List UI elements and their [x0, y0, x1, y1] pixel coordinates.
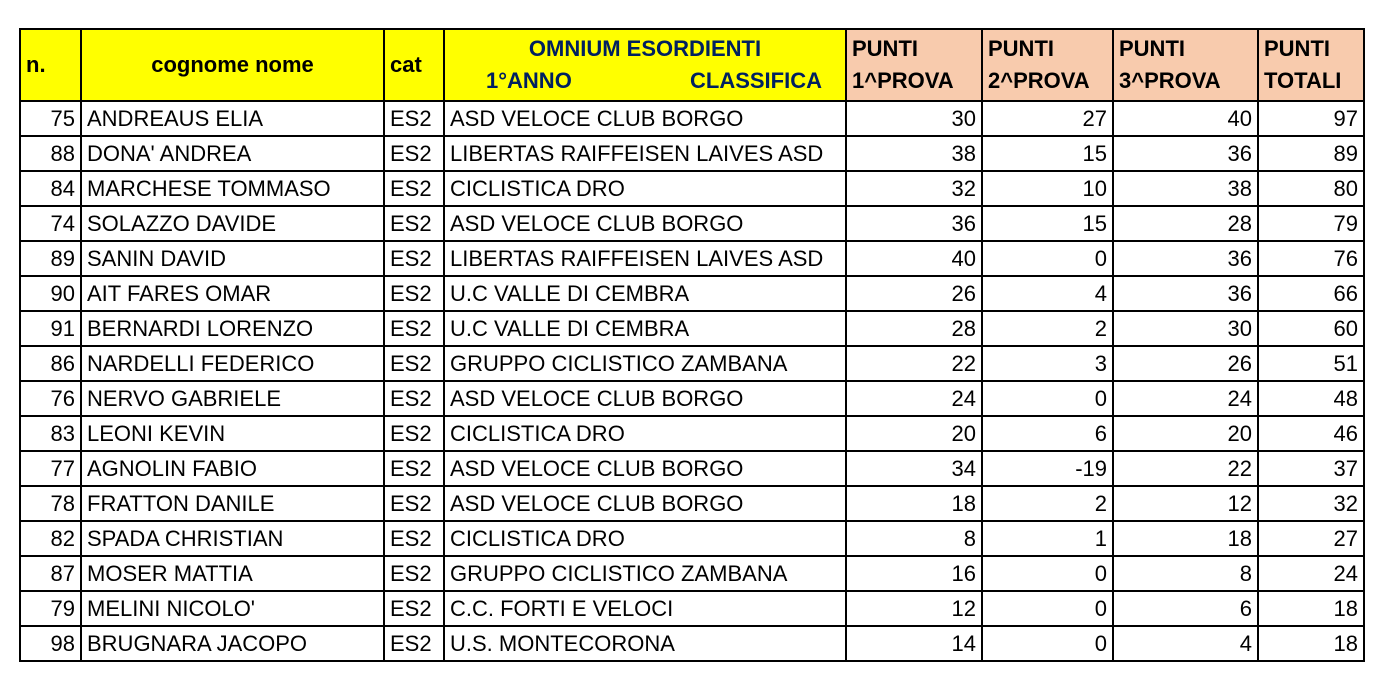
cell-points-total: 97: [1258, 101, 1364, 136]
cell-number: 86: [20, 346, 81, 381]
header-title-line1: OMNIUM ESORDIENTI: [528, 36, 762, 61]
cell-points-total: 18: [1258, 626, 1364, 661]
cell-number: 76: [20, 381, 81, 416]
cell-points-2: 0: [982, 626, 1113, 661]
cell-points-total: 48: [1258, 381, 1364, 416]
cell-points-1: 16: [846, 556, 982, 591]
cell-points-1: 36: [846, 206, 982, 241]
header-title: [444, 29, 846, 101]
cell-points-3: 36: [1113, 136, 1258, 171]
cell-points-total: 24: [1258, 556, 1364, 591]
cell-number: 78: [20, 486, 81, 521]
cell-number: 90: [20, 276, 81, 311]
cell-name: NARDELLI FEDERICO: [81, 346, 384, 381]
cell-name: MOSER MATTIA: [81, 556, 384, 591]
cell-points-2: 27: [982, 101, 1113, 136]
cell-number: 83: [20, 416, 81, 451]
cell-category: ES2: [384, 136, 444, 171]
cell-name: LEONI KEVIN: [81, 416, 384, 451]
header-points-total: [1258, 29, 1364, 101]
cell-category: ES2: [384, 311, 444, 346]
table-row: [20, 101, 1364, 136]
cell-points-1: 26: [846, 276, 982, 311]
cell-points-2: -19: [982, 451, 1113, 486]
cell-name: DONA' ANDREA: [81, 136, 384, 171]
cell-points-2: 1: [982, 521, 1113, 556]
cell-name: SANIN DAVID: [81, 241, 384, 276]
cell-number: 79: [20, 591, 81, 626]
cell-number: 91: [20, 311, 81, 346]
table-row: [20, 171, 1364, 206]
cell-points-3: 18: [1113, 521, 1258, 556]
cell-points-2: 10: [982, 171, 1113, 206]
cell-points-3: 6: [1113, 591, 1258, 626]
table-row: [20, 486, 1364, 521]
cell-team: GRUPPO CICLISTICO ZAMBANA: [444, 556, 846, 591]
header-points-1-line2: 1^PROVA: [852, 68, 954, 93]
table-row: [20, 136, 1364, 171]
cell-name: AGNOLIN FABIO: [81, 451, 384, 486]
cell-team: LIBERTAS RAIFFEISEN LAIVES ASD: [444, 241, 846, 276]
table-row: [20, 591, 1364, 626]
cell-number: 88: [20, 136, 81, 171]
cell-name: BERNARDI LORENZO: [81, 311, 384, 346]
table-row: [20, 416, 1364, 451]
cell-name: NERVO GABRIELE: [81, 381, 384, 416]
header-n: n.: [20, 29, 81, 101]
cell-points-2: 15: [982, 206, 1113, 241]
cell-number: 74: [20, 206, 81, 241]
cell-points-1: 30: [846, 101, 982, 136]
cell-name: FRATTON DANILE: [81, 486, 384, 521]
cell-points-2: 4: [982, 276, 1113, 311]
cell-points-2: 0: [982, 556, 1113, 591]
header-points-2-line1: PUNTI: [988, 36, 1054, 61]
cell-points-2: 15: [982, 136, 1113, 171]
cell-team: ASD VELOCE CLUB BORGO: [444, 486, 846, 521]
cell-points-total: 60: [1258, 311, 1364, 346]
cell-category: ES2: [384, 416, 444, 451]
cell-points-3: 38: [1113, 171, 1258, 206]
header-points-3: [1113, 29, 1258, 101]
header-points-1: [846, 29, 982, 101]
table-row: [20, 276, 1364, 311]
cell-points-3: 20: [1113, 416, 1258, 451]
cell-team: ASD VELOCE CLUB BORGO: [444, 206, 846, 241]
cell-points-1: 12: [846, 591, 982, 626]
cell-points-3: 8: [1113, 556, 1258, 591]
cell-points-total: 46: [1258, 416, 1364, 451]
cell-points-1: 28: [846, 311, 982, 346]
cell-number: 75: [20, 101, 81, 136]
cell-points-1: 22: [846, 346, 982, 381]
cell-team: GRUPPO CICLISTICO ZAMBANA: [444, 346, 846, 381]
header-name: cognome nome: [81, 29, 384, 101]
cell-team: C.C. FORTI E VELOCI: [444, 591, 846, 626]
cell-points-3: 4: [1113, 626, 1258, 661]
cell-points-3: 12: [1113, 486, 1258, 521]
cell-points-3: 36: [1113, 276, 1258, 311]
cell-category: ES2: [384, 626, 444, 661]
cell-points-2: 0: [982, 381, 1113, 416]
cell-team: ASD VELOCE CLUB BORGO: [444, 381, 846, 416]
cell-points-1: 40: [846, 241, 982, 276]
cell-category: ES2: [384, 521, 444, 556]
cell-points-total: 37: [1258, 451, 1364, 486]
cell-number: 98: [20, 626, 81, 661]
table-row: [20, 241, 1364, 276]
cell-points-3: 24: [1113, 381, 1258, 416]
cell-team: ASD VELOCE CLUB BORGO: [444, 451, 846, 486]
cell-name: BRUGNARA JACOPO: [81, 626, 384, 661]
cell-number: 84: [20, 171, 81, 206]
table-row: [20, 346, 1364, 381]
table-row: [20, 311, 1364, 346]
cell-points-1: 18: [846, 486, 982, 521]
cell-points-total: 32: [1258, 486, 1364, 521]
table-row: [20, 381, 1364, 416]
cell-category: ES2: [384, 451, 444, 486]
cell-team: U.C VALLE DI CEMBRA: [444, 276, 846, 311]
cell-points-2: 0: [982, 591, 1113, 626]
table-row: [20, 521, 1364, 556]
header-title-ranking: CLASSIFICA: [690, 68, 822, 93]
cell-name: ANDREAUS ELIA: [81, 101, 384, 136]
cell-points-3: 28: [1113, 206, 1258, 241]
header-points-total-line2: TOTALI: [1264, 68, 1342, 93]
cell-points-2: 2: [982, 486, 1113, 521]
cell-category: ES2: [384, 486, 444, 521]
cell-team: ASD VELOCE CLUB BORGO: [444, 101, 846, 136]
cell-points-3: 26: [1113, 346, 1258, 381]
cell-points-1: 20: [846, 416, 982, 451]
table-row: [20, 556, 1364, 591]
cell-points-3: 22: [1113, 451, 1258, 486]
cell-points-2: 3: [982, 346, 1113, 381]
cell-points-1: 8: [846, 521, 982, 556]
cell-team: LIBERTAS RAIFFEISEN LAIVES ASD: [444, 136, 846, 171]
cell-points-total: 51: [1258, 346, 1364, 381]
cell-points-2: 0: [982, 241, 1113, 276]
cell-category: ES2: [384, 381, 444, 416]
cell-category: ES2: [384, 556, 444, 591]
table-row: [20, 206, 1364, 241]
cell-points-total: 18: [1258, 591, 1364, 626]
header-cat: cat: [384, 29, 444, 101]
header-points-3-line2: 3^PROVA: [1119, 68, 1221, 93]
cell-number: 87: [20, 556, 81, 591]
cell-points-2: 6: [982, 416, 1113, 451]
table-row: [20, 451, 1364, 486]
results-body: [20, 101, 1364, 661]
cell-points-3: 36: [1113, 241, 1258, 276]
cell-category: ES2: [384, 591, 444, 626]
cell-number: 89: [20, 241, 81, 276]
cell-points-3: 30: [1113, 311, 1258, 346]
cell-category: ES2: [384, 346, 444, 381]
header-title-year: 1°ANNO: [486, 68, 572, 93]
cell-team: CICLISTICA DRO: [444, 521, 846, 556]
header-points-2-line2: 2^PROVA: [988, 68, 1090, 93]
header-points-2: [982, 29, 1113, 101]
cell-name: SOLAZZO DAVIDE: [81, 206, 384, 241]
cell-name: MARCHESE TOMMASO: [81, 171, 384, 206]
cell-points-total: 80: [1258, 171, 1364, 206]
cell-points-1: 14: [846, 626, 982, 661]
cell-team: CICLISTICA DRO: [444, 416, 846, 451]
header-title-line2: [450, 65, 840, 97]
cell-category: ES2: [384, 171, 444, 206]
cell-points-3: 40: [1113, 101, 1258, 136]
cell-points-total: 89: [1258, 136, 1364, 171]
cell-points-total: 79: [1258, 206, 1364, 241]
cell-category: ES2: [384, 241, 444, 276]
cell-name: SPADA CHRISTIAN: [81, 521, 384, 556]
cell-team: U.C VALLE DI CEMBRA: [444, 311, 846, 346]
header-points-1-line1: PUNTI: [852, 36, 918, 61]
cell-points-1: 34: [846, 451, 982, 486]
cell-points-total: 76: [1258, 241, 1364, 276]
cell-points-1: 38: [846, 136, 982, 171]
cell-category: ES2: [384, 276, 444, 311]
cell-team: U.S. MONTECORONA: [444, 626, 846, 661]
header-row: [20, 29, 1364, 101]
header-points-3-line1: PUNTI: [1119, 36, 1185, 61]
cell-number: 77: [20, 451, 81, 486]
cell-points-total: 27: [1258, 521, 1364, 556]
table-row: [20, 626, 1364, 661]
cell-team: CICLISTICA DRO: [444, 171, 846, 206]
cell-category: ES2: [384, 101, 444, 136]
cell-number: 82: [20, 521, 81, 556]
cell-name: MELINI NICOLO': [81, 591, 384, 626]
cell-points-1: 32: [846, 171, 982, 206]
cell-points-total: 66: [1258, 276, 1364, 311]
cell-name: AIT FARES OMAR: [81, 276, 384, 311]
cell-points-2: 2: [982, 311, 1113, 346]
cell-points-1: 24: [846, 381, 982, 416]
cell-category: ES2: [384, 206, 444, 241]
results-table: [19, 28, 1365, 662]
header-points-total-line1: PUNTI: [1264, 36, 1330, 61]
